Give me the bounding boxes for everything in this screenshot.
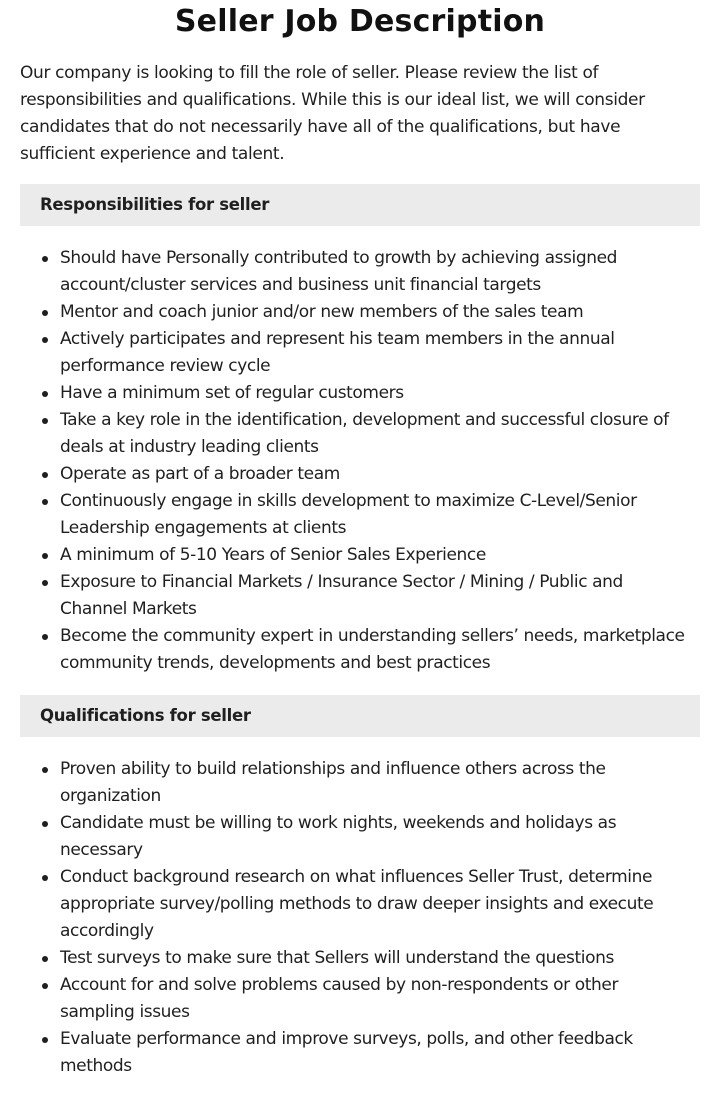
qualifications-list xyxy=(20,756,700,1080)
list-item: Have a minimum set of regular customers xyxy=(60,380,700,407)
list-item: Candidate must be willing to work nights, weekends and holidays as necessary xyxy=(60,810,700,864)
list-item: Should have Personally contributed to growth by achieving assigned account/cluster services and business unit financial targets xyxy=(60,245,700,299)
responsibilities-heading: Responsibilities for seller xyxy=(20,184,700,226)
qualifications-heading: Qualifications for seller xyxy=(20,695,700,737)
list-item: Conduct background research on what influences Seller Trust, determine appropriate survey/polling methods to draw deeper insights and execute accordingly xyxy=(60,864,700,945)
list-item: Evaluate performance and improve surveys, polls, and other feedback methods xyxy=(60,1026,700,1080)
list-item: Test surveys to make sure that Sellers will understand the questions xyxy=(60,945,700,972)
intro-paragraph: Our company is looking to fill the role of seller. Please review the list of responsibilities and qualifications. While this is our ideal list, we will consider candidates that do not necessarily have all of the qualifications, but have sufficient experience and talent. xyxy=(20,63,645,164)
list-item: Continuously engage in skills development to maximize C-Level/Senior Leadership engagements at clients xyxy=(60,488,700,542)
list-item: Account for and solve problems caused by non-respondents or other sampling issues xyxy=(60,972,700,1026)
list-item: Mentor and coach junior and/or new members of the sales team xyxy=(60,299,700,326)
list-item: Operate as part of a broader team xyxy=(60,461,700,488)
list-item: Proven ability to build relationships and influence others across the organization xyxy=(60,756,700,810)
list-item: Actively participates and represent his team members in the annual performance review cycle xyxy=(60,326,700,380)
list-item: A minimum of 5-10 Years of Senior Sales Experience xyxy=(60,542,700,569)
page-title: Seller Job Description xyxy=(174,4,546,39)
list-item: Take a key role in the identification, development and successful closure of deals at industry leading clients xyxy=(60,407,700,461)
list-item: Exposure to Financial Markets / Insurance Sector / Mining / Public and Channel Markets xyxy=(60,569,700,623)
list-item: Become the community expert in understanding sellers’ needs, marketplace community trends, developments and best practices xyxy=(60,623,700,677)
responsibilities-list xyxy=(20,245,700,677)
